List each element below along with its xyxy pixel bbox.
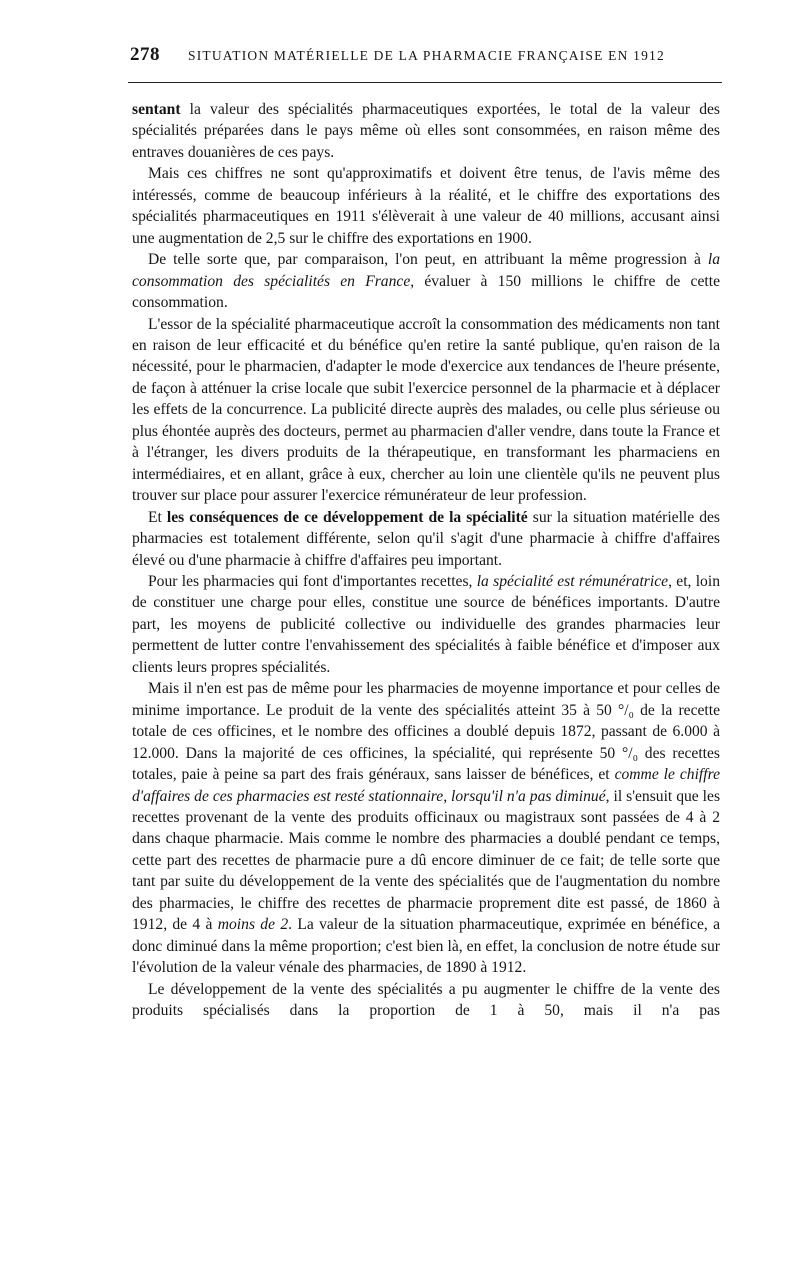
paragraph-6-emphasis: la spécialité est rémunératrice — [476, 572, 669, 590]
paragraph-6 — [132, 571, 720, 678]
paragraph-7-text-a: Mais il n'en est pas de même pour les pharmacies de moyenne importance et pour celles de minime importance. Le produit de la vente des spécialités atteint 35 à 50 °/₀ de la recette totale de ces officines, et le nombre des officines a doublé depuis 1872, passant de 6.000 à 12.000. Dans la majorité de ces officines, la spécialité, qui représente 50 °/₀ des recettes totales, paie à peine sa part des frais généraux, sans laisser de bénéfices, et — [132, 680, 720, 784]
paragraph-7-text-c: . La valeur de la situation pharmaceutique, exprimée en bénéfice, a donc diminué dans la même proportion; c'est bien là, en effet, la conclusion de notre étude sur l'évolution de la valeur vénale des pharmacies, de 1890 à 1912. — [132, 916, 720, 977]
paragraph-5-text-a: Et — [148, 508, 167, 526]
paragraph-5 — [132, 507, 720, 571]
paragraph-4: L'essor de la spécialité pharmaceutique accroît la consommation des médicaments non tant en raison de leur efficacité et du bénéfice qu'en retire la santé publique, qu'en raison de la nécessité, pour le pharmacien, d'adapter le mode d'exercice aux tendances de l'heure présente, de façon à atténuer la crise locale que subit l'exercice personnel de la pharmacie et à déplacer les effets de la concurrence. La publicité directe auprès des malades, ou celle plus sérieuse ou plus éhontée auprès des docteurs, permet au pharmacien d'aller vendre, dans toute la France et à l'étranger, les divers produits de la thérapeutique, en transformant les pharmaciens en intermédiaires, et en allant, grâce à eux, chercher au loin une clientèle qu'ils ne peuvent plus trouver sur place pour assurer l'exercice rémunérateur de leur profession. — [132, 315, 720, 505]
continued-word: sentant — [132, 101, 181, 118]
running-title: SITUATION MATÉRIELLE DE LA PHARMACIE FRANÇAISE EN 1912 — [188, 48, 665, 63]
paragraph-7-emphasis-b: moins de 2 — [217, 916, 289, 934]
paragraph-7 — [132, 678, 720, 978]
paragraph-6-text-a: Pour les pharmacies qui font d'importantes recettes, — [148, 572, 477, 590]
paragraph-continuation — [132, 99, 720, 163]
paragraph-7-emphasis-a: comme le chiffre d'affaires de ces pharmacies est resté stationnaire, lorsqu'il n'a pas diminué — [132, 766, 720, 805]
paragraph-5-text-b: sur la situation matérielle des pharmacies est totalement différente, selon qu'il s'agit d'une pharmacie à chiffre d'affaires élevé ou d'une pharmacie à chiffre d'affaires peu important. — [132, 508, 720, 569]
header-rule — [128, 82, 722, 83]
paragraph-3-text-a: De telle sorte que, par comparaison, l'on peut, en attribuant la même progression à — [148, 251, 708, 269]
paragraph-7-text-b: , il s'ensuit que les recettes provenant de la vente des produits officinaux ou magistraux sont passées de 4 à 2 dans chaque pharmacie. Mais comme le nombre des pharmacies a doublé pendant ce temps, cette part des recettes de pharmacie pure a dû encore diminuer de ce fait; de telle sorte que tant par suite du développement de la vente des spécialités que de l'augmentation du nombre des pharmacies, le chiffre des recettes de pharmacie proprement dite est passé, de 1860 à 1912, de 4 à — [132, 787, 721, 934]
paragraph-6-text-b: , et, loin de constituer une charge pour elles, constitue une source de bénéfices importants. D'autre part, les moyens de publicité collective ou individuelle des grandes pharmacies leur permettent de lutter contre l'envahissement des spécialités à faible bénéfice et d'imposer aux clients leurs propres spécialités. — [132, 572, 720, 676]
page-number: 278 — [130, 44, 160, 65]
paragraph-2: Mais ces chiffres ne sont qu'approximatifs et doivent être tenus, de l'avis même des intéressés, comme de beaucoup inférieurs à la réalité, et le chiffre des exportations des spécialités pharmaceutiques en 1911 s'élèverait à une valeur de 40 millions, accusant ainsi une augmentation de 2,5 sur le chiffre des exportations en 1900. — [132, 165, 720, 247]
paragraph-5-emphasis: les conséquences de ce développement de la spécialité — [166, 508, 528, 526]
paragraph-8: Le développement de la vente des spécialités a pu augmenter le chiffre de la vente des produits spécialisés dans la proportion de 1 à 50, mais il n'a pas — [132, 980, 720, 1020]
body-text — [132, 99, 720, 1021]
running-header — [130, 44, 720, 74]
paragraph-3-text-b: , évaluer à 150 millions le chiffre de cette consommation. — [132, 272, 720, 312]
paragraph-3-emphasis: la consommation des spécialités en France — [132, 251, 720, 290]
paragraph-3 — [132, 249, 720, 313]
paragraph-1-text: la valeur des spécialités pharmaceutiques exportées, le total de la valeur des spécialités préparées dans le pays même où elles sont consommées, en raison même des entraves douanières de ces pays. — [132, 101, 720, 161]
